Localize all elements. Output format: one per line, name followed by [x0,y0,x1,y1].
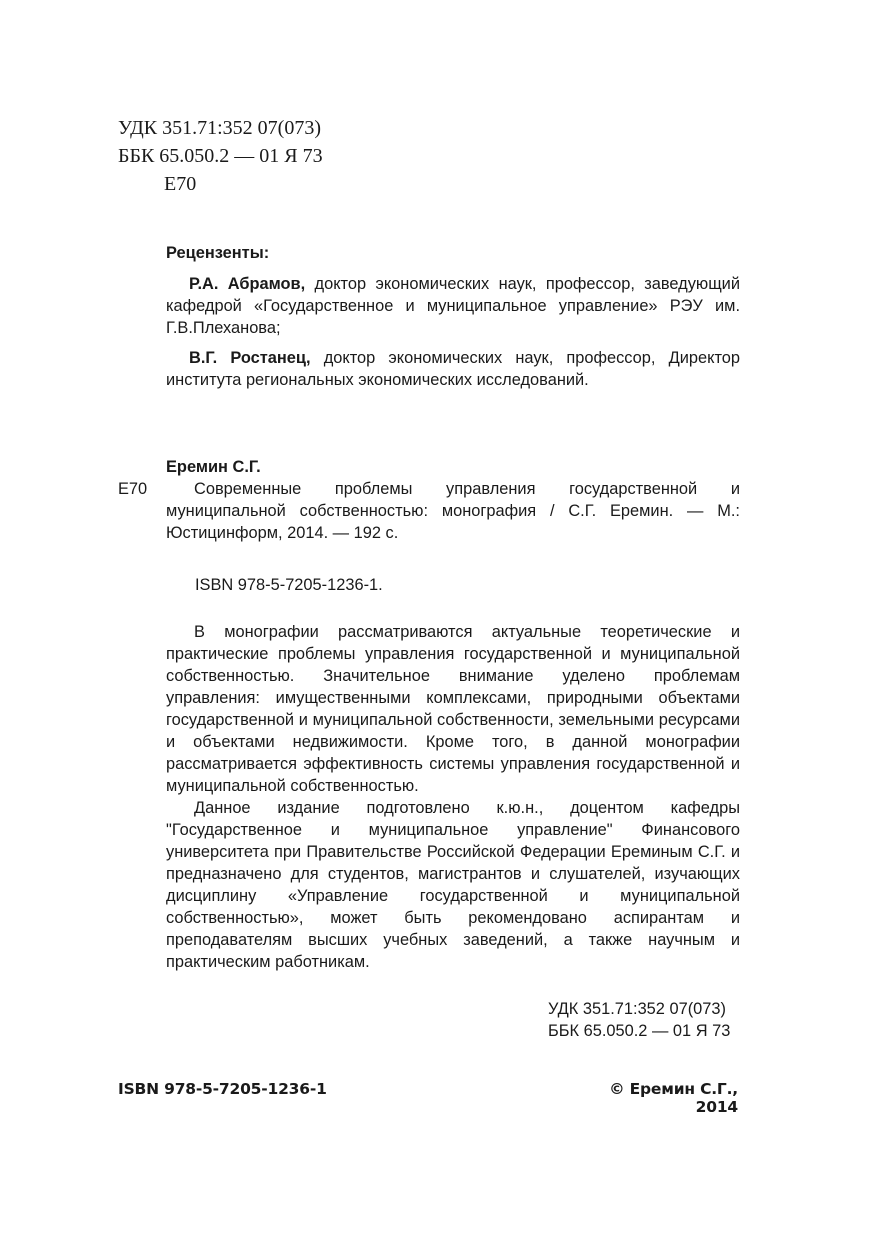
footer-isbn: ISBN 978-5-7205-1236-1 [118,1080,327,1098]
reviewer-entry [166,347,740,391]
reviewers-section [166,242,740,391]
bottom-bbk-code: ББК 65.050.2 — 01 Я 73 [548,1022,731,1040]
udk-code: УДК 351.71:352 07(073) [118,117,321,139]
reviewer-name: Р.А. Абрамов, [189,275,306,293]
reviewer-description: доктор экономических наук, профессор, Директор института региональных экономических исследований. [166,349,741,389]
reviewer-entry [166,273,740,339]
record-author: Еремин С.Г. [166,458,261,476]
bottom-udk-code: УДК 351.71:352 07(073) [548,1000,726,1018]
annotation [166,621,740,973]
bottom-classification [548,998,748,1042]
annotation-paragraph: В монографии рассматриваются актуальные теоретические и практические проблемы управления государственной и муниципальной собственностью. Значительное внимание уделено проблемам управления: имущественными комплексами, природными объектами государственной и муниципальной собственности, земельными ресурсами и объектами недвижимости. Кроме того, в данной монографии рассматривается эффективность системы управления государственной и муниципальной собственностью. [166,623,740,795]
reviewers-heading: Рецензенты: [166,244,270,262]
annotation-paragraph: Данное издание подготовлено к.ю.н., доцентом кафедры "Государственное и муниципальное управление" Финансового университета при Правительстве Российской Федерации Ереминым С.Г. и предназначено для студентов, магистрантов и слушателей, изучающих дисциплину «Управление государственной и муниципальной собственностью», может быть рекомендовано аспирантам и преподавателям высших учебных заведений, а также научным и практическим работникам. [166,799,740,971]
record-mark: Е70 [118,480,148,498]
author-mark: Е70 [164,173,197,195]
bbk-code: ББК 65.050.2 — 01 Я 73 [118,145,323,167]
record-isbn: ISBN 978-5-7205-1236-1. [195,576,383,594]
record-description: Современные проблемы управления государственной и муниципальной собственностью: монография / С.Г. Еремин. — М.: Юстицинформ, 2014. — 192 с. [166,480,740,542]
footer-copyright: © Еремин С.Г., 2014 [609,1080,738,1116]
reviewer-name: В.Г. Ростанец, [189,349,311,367]
reviewer-description: доктор экономических наук, профессор, заведующий кафедрой «Государственное и муниципальное управление» РЭУ им. Г.В.Плеханова; [166,275,740,337]
top-classification [118,114,438,198]
